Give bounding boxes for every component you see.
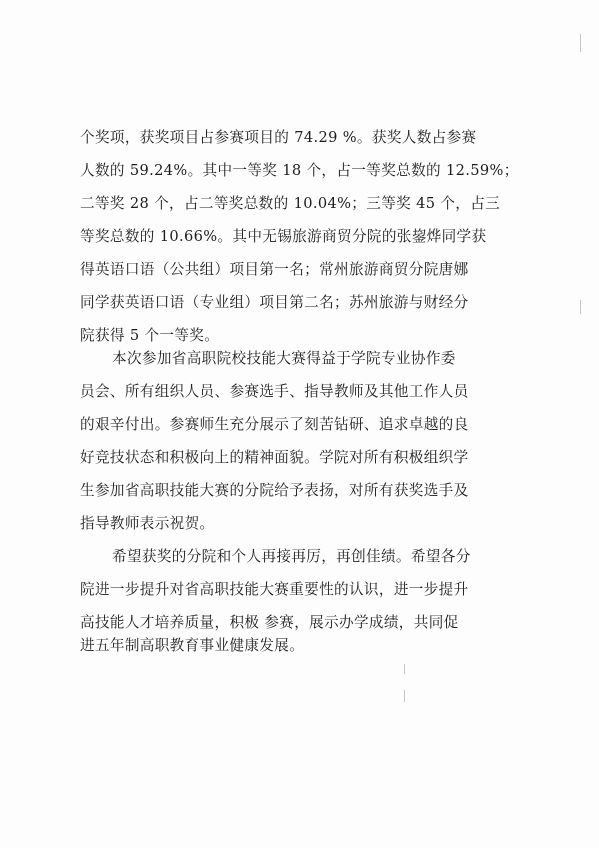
paragraph-line: 希望获奖的分院和个人再接再厉，再创佳绩。希望各分 bbox=[112, 548, 471, 565]
paragraph-line: 人数的 59.24%。其中一等奖 18 个，占一等奖总数的 12.59%； bbox=[80, 162, 519, 179]
paragraph-line: 个奖项，获奖项目占参赛项目的 74.29 %。获奖人数占参赛 bbox=[80, 129, 477, 146]
paragraph-line: 的艰辛付出。参赛师生充分展示了刻苦钻研、追求卓越的良 bbox=[80, 416, 469, 433]
paragraph-line: 院进一步提升对省高职技能大赛重要性的认识，进一步提升 bbox=[80, 581, 469, 598]
scan-artifact bbox=[580, 34, 581, 52]
scan-artifact bbox=[404, 690, 405, 702]
paragraph-line: 二等奖 28 个，占二等奖总数的 10.04%；三等奖 45 个，占三 bbox=[80, 195, 501, 212]
paragraph-line: 员会、所有组织人员、参赛选手、指导教师及其他工作人员 bbox=[80, 383, 469, 400]
scan-artifact bbox=[404, 664, 405, 674]
paragraph-line: 同学获英语口语（专业组）项目第二名；苏州旅游与财经分 bbox=[80, 294, 469, 311]
scan-artifact bbox=[580, 300, 581, 314]
paragraph-line: 等奖总数的 10.66%。其中无锡旅游商贸分院的张鋆烨同学获 bbox=[80, 228, 487, 245]
paragraph-line: 得英语口语（公共组）项目第一名；常州旅游商贸分院唐娜 bbox=[80, 261, 469, 278]
paragraph-line: 进五年制高职教育事业健康发展。 bbox=[80, 637, 305, 654]
paragraph-line: 生参加省高职技能大赛的分院给予表扬，对所有获奖选手及 bbox=[80, 482, 469, 499]
paragraph-line: 高技能人才培养质量，积极 参赛，展示办学成绩，共同促 bbox=[80, 614, 459, 631]
paragraph-line: 指导教师表示祝贺。 bbox=[80, 515, 215, 532]
paragraph-line: 院获得 5 个一等奖。 bbox=[80, 327, 220, 344]
paragraph-line: 本次参加省高职院校技能大赛得益于学院专业协作委 bbox=[112, 350, 456, 367]
paragraph-line: 好竞技状态和积极向上的精神面貌。学院对所有积极组织学 bbox=[80, 449, 469, 466]
